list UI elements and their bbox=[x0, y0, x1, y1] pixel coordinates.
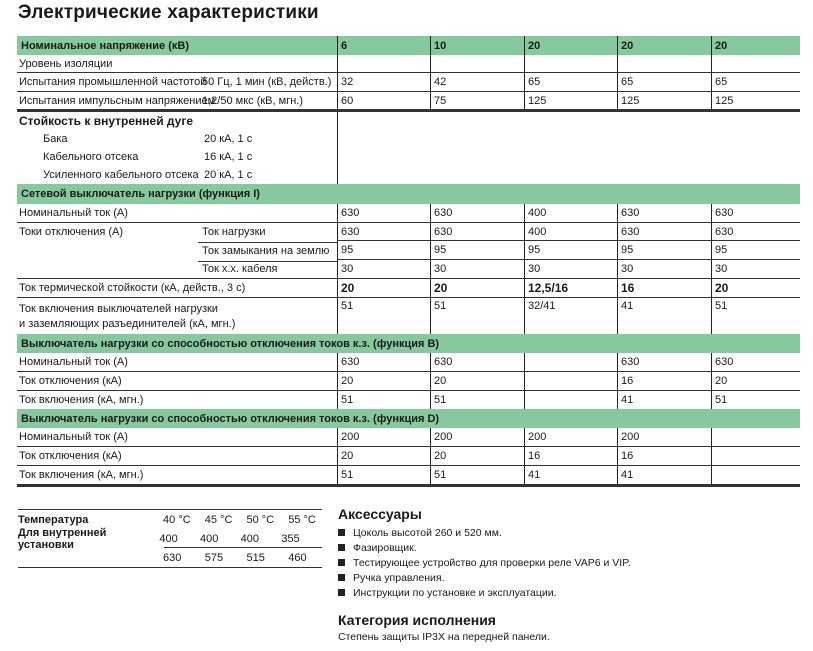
indoor-label: Для внутренней установки bbox=[18, 526, 107, 551]
square-bullet-icon bbox=[338, 544, 345, 551]
table-row bbox=[17, 260, 800, 279]
value-cell: 16 bbox=[617, 372, 711, 390]
value-cell bbox=[524, 353, 617, 371]
value-cell bbox=[711, 447, 800, 465]
table-row bbox=[17, 241, 800, 260]
value-cell: 200 bbox=[617, 428, 711, 446]
value-cell: 630 bbox=[430, 223, 524, 240]
row-label: Ток включения (кА, мгн.) bbox=[19, 394, 144, 406]
value-cell: 630 bbox=[711, 353, 800, 371]
value-cell: 30 bbox=[524, 260, 617, 278]
table-row bbox=[17, 223, 800, 241]
row-label: Испытания импульсным напряжением bbox=[19, 94, 216, 107]
value-cell: 60 bbox=[337, 92, 430, 109]
value-cell: 400 bbox=[200, 532, 219, 545]
value-cell: 20 bbox=[711, 279, 800, 297]
value-cell: 630 bbox=[163, 551, 182, 564]
row-label: Ток отключения (кА) bbox=[19, 450, 122, 462]
temp-cell: 50 °C bbox=[246, 513, 275, 526]
list-item: Ручка управления. bbox=[338, 570, 631, 585]
table-row bbox=[17, 372, 800, 391]
row-condition: 1,2/50 мкс (кВ, мгн.) bbox=[202, 94, 303, 107]
list-item: Фазировщик. bbox=[338, 540, 631, 555]
value-cell: 65 bbox=[524, 73, 617, 91]
value-cell: 51 bbox=[430, 391, 524, 409]
value-cell: 75 bbox=[430, 92, 524, 109]
value-cell: 51 bbox=[430, 298, 524, 334]
value-cell: 42 bbox=[430, 73, 524, 91]
value-cell: 200 bbox=[524, 428, 617, 446]
voltage-header-row bbox=[17, 36, 800, 55]
list-item: Цоколь высотой 260 и 520 мм. bbox=[338, 525, 631, 540]
value-cell: 515 bbox=[246, 551, 265, 564]
value-cell: 630 bbox=[617, 353, 711, 371]
value-cell: 400 bbox=[524, 204, 617, 222]
value-cell: 460 bbox=[288, 551, 307, 564]
value-cell: 630 bbox=[430, 204, 524, 222]
section-band-function-d bbox=[17, 409, 800, 428]
row-label: Номинальный ток (А) bbox=[19, 207, 128, 219]
row-label: Ток термической стойкости (кА, действ., 3 с) bbox=[19, 282, 246, 294]
value-cell: 30 bbox=[711, 260, 800, 278]
square-bullet-icon bbox=[338, 529, 345, 536]
row-label: Токи отключения (А) bbox=[19, 226, 124, 238]
value-cell: 32 bbox=[337, 73, 430, 91]
arc-row-value: 16 кА, 1 с bbox=[204, 151, 253, 163]
value-cell: 65 bbox=[711, 73, 800, 91]
value-cell: 41 bbox=[617, 391, 711, 409]
square-bullet-icon bbox=[338, 559, 345, 566]
voltage-cell: 20 bbox=[617, 36, 711, 55]
table-row bbox=[17, 466, 800, 487]
value-cell: 51 bbox=[430, 466, 524, 484]
sub-label: Ток нагрузки bbox=[198, 223, 337, 243]
table-row bbox=[17, 204, 800, 223]
section-title: Сетевой выключатель нагрузки (функция I) bbox=[21, 188, 260, 200]
arc-resistance-block bbox=[17, 112, 800, 184]
value-cell: 51 bbox=[337, 391, 430, 409]
temp-cell: 45 °C bbox=[204, 513, 233, 526]
category-text: Степень защиты IP3X на передней панели. bbox=[338, 631, 550, 643]
voltage-header-label: Номинальное напряжение (кВ) bbox=[21, 39, 189, 52]
value-cell: 95 bbox=[711, 241, 800, 259]
value-cell: 51 bbox=[711, 391, 800, 409]
table-row bbox=[18, 526, 322, 551]
value-cell: 32/41 bbox=[524, 298, 617, 334]
voltage-cell: 20 bbox=[711, 36, 800, 55]
table-row bbox=[17, 279, 800, 298]
arc-row-label: Усиленного кабельного отсека bbox=[43, 169, 199, 181]
accessories-title: Аксессуары bbox=[338, 506, 422, 522]
row-label-line1: Ток включения выключателей нагрузки bbox=[19, 302, 218, 315]
value-cell bbox=[711, 428, 800, 446]
value-cell: 95 bbox=[337, 241, 430, 259]
value-cell: 125 bbox=[617, 92, 711, 109]
value-cell: 125 bbox=[524, 92, 617, 109]
row-label: Номинальный ток (А) bbox=[19, 356, 128, 368]
value-cell: 630 bbox=[711, 223, 800, 240]
row-label-line2: и заземляющих разъединителей (кА, мгн.) bbox=[19, 317, 236, 330]
row-label: Ток отключения (кА) bbox=[19, 375, 122, 387]
value-cell: 51 bbox=[337, 298, 430, 334]
arc-row-label: Кабельного отсека bbox=[43, 151, 139, 163]
value-cell: 630 bbox=[337, 223, 430, 240]
table-row bbox=[17, 353, 800, 372]
arc-row-value: 20 кА, 1 с bbox=[204, 133, 253, 145]
value-cell: 400 bbox=[524, 223, 617, 240]
category-title: Категория исполнения bbox=[338, 612, 496, 628]
value-cell: 12,5/16 bbox=[524, 279, 617, 297]
value-cell: 20 bbox=[711, 372, 800, 390]
table-row bbox=[17, 73, 800, 92]
arc-row-value: 20 кА, 1 с bbox=[204, 169, 253, 181]
value-cell: 51 bbox=[337, 466, 430, 484]
value-cell: 630 bbox=[337, 204, 430, 222]
value-cell: 200 bbox=[337, 428, 430, 446]
sub-label: Ток х.х. кабеля bbox=[202, 263, 278, 275]
row-label: Испытания промышленной частотой bbox=[19, 76, 207, 88]
value-cell: 630 bbox=[711, 204, 800, 222]
section-band-function-b bbox=[17, 334, 800, 353]
row-label: Номинальный ток (А) bbox=[19, 431, 128, 443]
value-cell: 41 bbox=[617, 298, 711, 334]
insulation-label: Уровень изоляции bbox=[19, 57, 113, 70]
section-title: Выключатель нагрузки со способностью отключения токов к.з. (функция B) bbox=[21, 337, 440, 350]
value-cell: 20 bbox=[430, 447, 524, 465]
value-cell bbox=[524, 372, 617, 390]
value-cell: 20 bbox=[337, 279, 430, 297]
value-cell: 20 bbox=[430, 279, 524, 297]
value-cell: 65 bbox=[617, 73, 711, 91]
arc-row-label: Бака bbox=[43, 133, 68, 145]
voltage-cell: 6 bbox=[337, 36, 430, 55]
temp-cell: 40 °C bbox=[163, 513, 191, 526]
value-cell: 30 bbox=[430, 260, 524, 278]
table-row bbox=[17, 298, 800, 334]
square-bullet-icon bbox=[338, 574, 345, 581]
value-cell: 95 bbox=[524, 241, 617, 259]
square-bullet-icon bbox=[338, 589, 345, 596]
voltage-cell: 20 bbox=[524, 36, 617, 55]
value-cell: 51 bbox=[711, 298, 800, 334]
electrical-characteristics-table bbox=[17, 36, 800, 487]
value-cell: 575 bbox=[204, 551, 224, 564]
table-row bbox=[17, 447, 800, 466]
value-cell: 16 bbox=[617, 279, 711, 297]
list-item: Инструкции по установке и эксплуатации. bbox=[338, 585, 631, 600]
row-label: Ток включения (кА, мгн.) bbox=[19, 469, 144, 481]
value-cell bbox=[711, 466, 800, 484]
page-title: Электрические характеристики bbox=[18, 2, 319, 23]
value-cell: 20 bbox=[337, 372, 430, 390]
value-cell: 400 bbox=[159, 532, 178, 545]
accessories-section bbox=[338, 506, 631, 600]
table-row bbox=[18, 548, 322, 567]
insulation-row bbox=[17, 55, 800, 73]
value-cell: 355 bbox=[281, 532, 300, 545]
sub-label: Ток замыкания на землю bbox=[198, 241, 337, 262]
value-cell: 20 bbox=[337, 447, 430, 465]
table-row bbox=[17, 428, 800, 447]
list-item: Тестирующее устройство для проверки реле VAP6 и VIP. bbox=[338, 555, 631, 570]
temperature-label: Температура bbox=[18, 513, 89, 526]
category-section bbox=[338, 612, 550, 643]
value-cell: 95 bbox=[617, 241, 711, 259]
value-cell: 41 bbox=[617, 466, 711, 484]
row-condition: 50 Гц, 1 мин (кВ, действ.) bbox=[202, 76, 332, 88]
value-cell: 16 bbox=[524, 447, 617, 465]
value-cell: 630 bbox=[430, 353, 524, 371]
temperature-derating-table bbox=[18, 509, 322, 568]
value-cell bbox=[524, 391, 617, 409]
value-cell: 30 bbox=[617, 260, 711, 278]
table-row bbox=[17, 92, 800, 112]
value-cell: 16 bbox=[617, 447, 711, 465]
value-cell: 400 bbox=[240, 532, 260, 545]
value-cell: 95 bbox=[430, 241, 524, 259]
section-band-function-i bbox=[17, 184, 800, 204]
value-cell: 30 bbox=[337, 260, 430, 278]
value-cell: 20 bbox=[430, 372, 524, 390]
voltage-cell: 10 bbox=[430, 36, 524, 55]
value-cell: 630 bbox=[337, 353, 430, 371]
value-cell: 125 bbox=[711, 92, 800, 109]
value-cell: 200 bbox=[430, 428, 524, 446]
value-cell: 630 bbox=[617, 204, 711, 222]
temp-cell: 55 °C bbox=[288, 513, 316, 526]
section-title: Выключатель нагрузки со способностью отключения токов к.з. (функция D) bbox=[21, 412, 440, 425]
table-row bbox=[17, 391, 800, 409]
arc-label: Стойкость к внутренней дуге bbox=[19, 114, 194, 128]
value-cell: 41 bbox=[524, 466, 617, 484]
value-cell: 630 bbox=[617, 223, 711, 240]
